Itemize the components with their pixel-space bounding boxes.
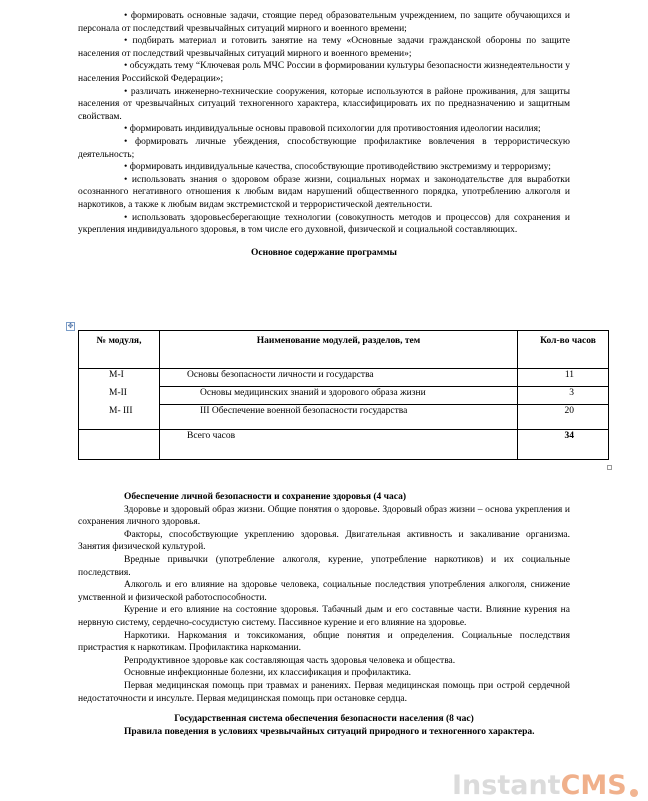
table-move-handle[interactable]: ✥ <box>67 322 74 330</box>
section-one <box>78 491 570 738</box>
goal-item: • обсуждать тему “Ключевая роль МЧС России в формировании культуры безопасности жизнедеятельности у населения Российской Федерации»; <box>78 61 570 84</box>
goal-item: • использовать здоровьесберегающие технологии (совокупность методов и процессов) для сохранения и укрепления индивидуального здоровья, в том числе его духовной, физической и социальной составляющих. <box>78 212 570 236</box>
cell-hours: 11 <box>518 369 609 387</box>
goal-item: • подбирать материал и готовить занятие на тему «Основные задачи гражданской обороны по защите населения от последствий чрезвычайных ситуаций мирного и военного времени»; <box>78 36 570 59</box>
cell-module: М- III <box>79 405 160 430</box>
table-row <box>79 387 609 405</box>
cell-name: Основы медицинских знаний и здорового образа жизни <box>160 387 518 405</box>
watermark-part1: Instant <box>452 770 561 801</box>
table-header-row <box>79 331 609 369</box>
cell-name: Основы безопасности личности и государства <box>160 369 518 387</box>
paragraph: Наркотики. Наркомания и токсикомания, общие понятия и определения. Социальные последствия пристрастия к наркотикам. Профилактика наркомании. <box>78 630 570 654</box>
section-heading: Государственная система обеспечения безопасности населения (8 час) <box>174 714 474 725</box>
paragraph: Основные инфекционные болезни, их классификация и профилактика. <box>124 668 412 679</box>
cell-hours: 3 <box>518 387 609 405</box>
goal-item: • формировать основные задачи, стоящие перед образовательным учреждением, по защите обучающихся и персонала от последствий чрезвычайных ситуаций мирного и военного времени; <box>78 11 570 34</box>
table-row <box>79 405 609 430</box>
goal-item: • различать инженерно-технические сооружения, которые используются в районе проживания, для защиты населения от чрезвычайных ситуаций техногенного характера, классифицировать их по предназначению и защитным свойствам. <box>78 86 570 122</box>
goal-item: • использовать знания о здоровом образе жизни, социальных нормах и законодательстве для выработки осознанного негативного отношения к любым видам нарушений общественного порядка, употреблению алкоголя и наркотиков, а также к любым видам экстремистской и террористической деятельности. <box>78 174 570 210</box>
document-body <box>78 10 570 259</box>
goal-item: • формировать индивидуальные основы правовой психологии для противостояния идеологии насилия; <box>124 124 541 135</box>
program-table <box>78 330 609 460</box>
cell-module: М-II <box>79 387 160 405</box>
header-name: Наименование модулей, разделов, тем <box>160 331 518 369</box>
header-hours: Кол-во часов <box>518 331 609 369</box>
total-hours: 34 <box>518 430 609 460</box>
paragraph: Курение и его влияние на состояние здоровья. Табачный дым и его составные части. Влияние курения на нервную систему, сердечно-сосудистую систему. Пассивное курение и его влияние на здоровье. <box>78 605 570 628</box>
paragraph: Факторы, способствующие укреплению здоровья. Двигательная активность и закаливание организма. Занятия физической культурой. <box>78 529 570 553</box>
table-resize-handle[interactable] <box>607 465 612 470</box>
section-subheading: Правила поведения в условиях чрезвычайных ситуаций природного и техногенного характера. <box>124 726 535 737</box>
table-total-row <box>79 430 609 460</box>
paragraph: Здоровье и здоровый образ жизни. Общие понятия о здоровье. Здоровый образ жизни – основа укрепления и сохранения личного здоровья. <box>78 504 570 528</box>
watermark-dot-icon <box>630 789 638 797</box>
total-label: Всего часов <box>160 430 518 460</box>
section-heading: Обеспечение личной безопасности и сохранение здоровья (4 часа) <box>124 492 407 502</box>
program-title: Основное содержание программы <box>251 247 397 258</box>
paragraph: Алкоголь и его влияние на здоровье человека, социальные последствия употребления алкоголя, снижение умственной и физической работоспособности. <box>78 580 570 603</box>
header-module: № модуля, <box>79 331 160 369</box>
paragraph: Вредные привычки (употребление алкоголя, курение, употребление наркотиков) и их социальные последствия. <box>78 554 570 578</box>
instantcms-watermark <box>452 770 627 801</box>
paragraph: Репродуктивное здоровье как составляющая часть здоровья человека и общества. <box>124 655 456 666</box>
table-row <box>79 369 609 387</box>
cell-module: М-I <box>79 369 160 387</box>
cell-hours: 20 <box>518 405 609 430</box>
goal-item: • формировать личные убеждения, способствующие профилактике вовлечения в террористическую деятельность; <box>78 136 570 160</box>
watermark-part2: CMS <box>560 770 627 801</box>
paragraph: Первая медицинская помощь при травмах и ранениях. Первая медицинская помощь при острой сердечной недостаточности и инсульте. Первая медицинская помощь при остановке сердца. <box>78 680 570 704</box>
goal-item: • формировать индивидуальные качества, способствующие противодействию экстремизму и терроризму; <box>124 162 551 173</box>
cell-name: III Обеспечение военной безопасности государства <box>160 405 518 430</box>
cell-empty <box>79 430 160 460</box>
